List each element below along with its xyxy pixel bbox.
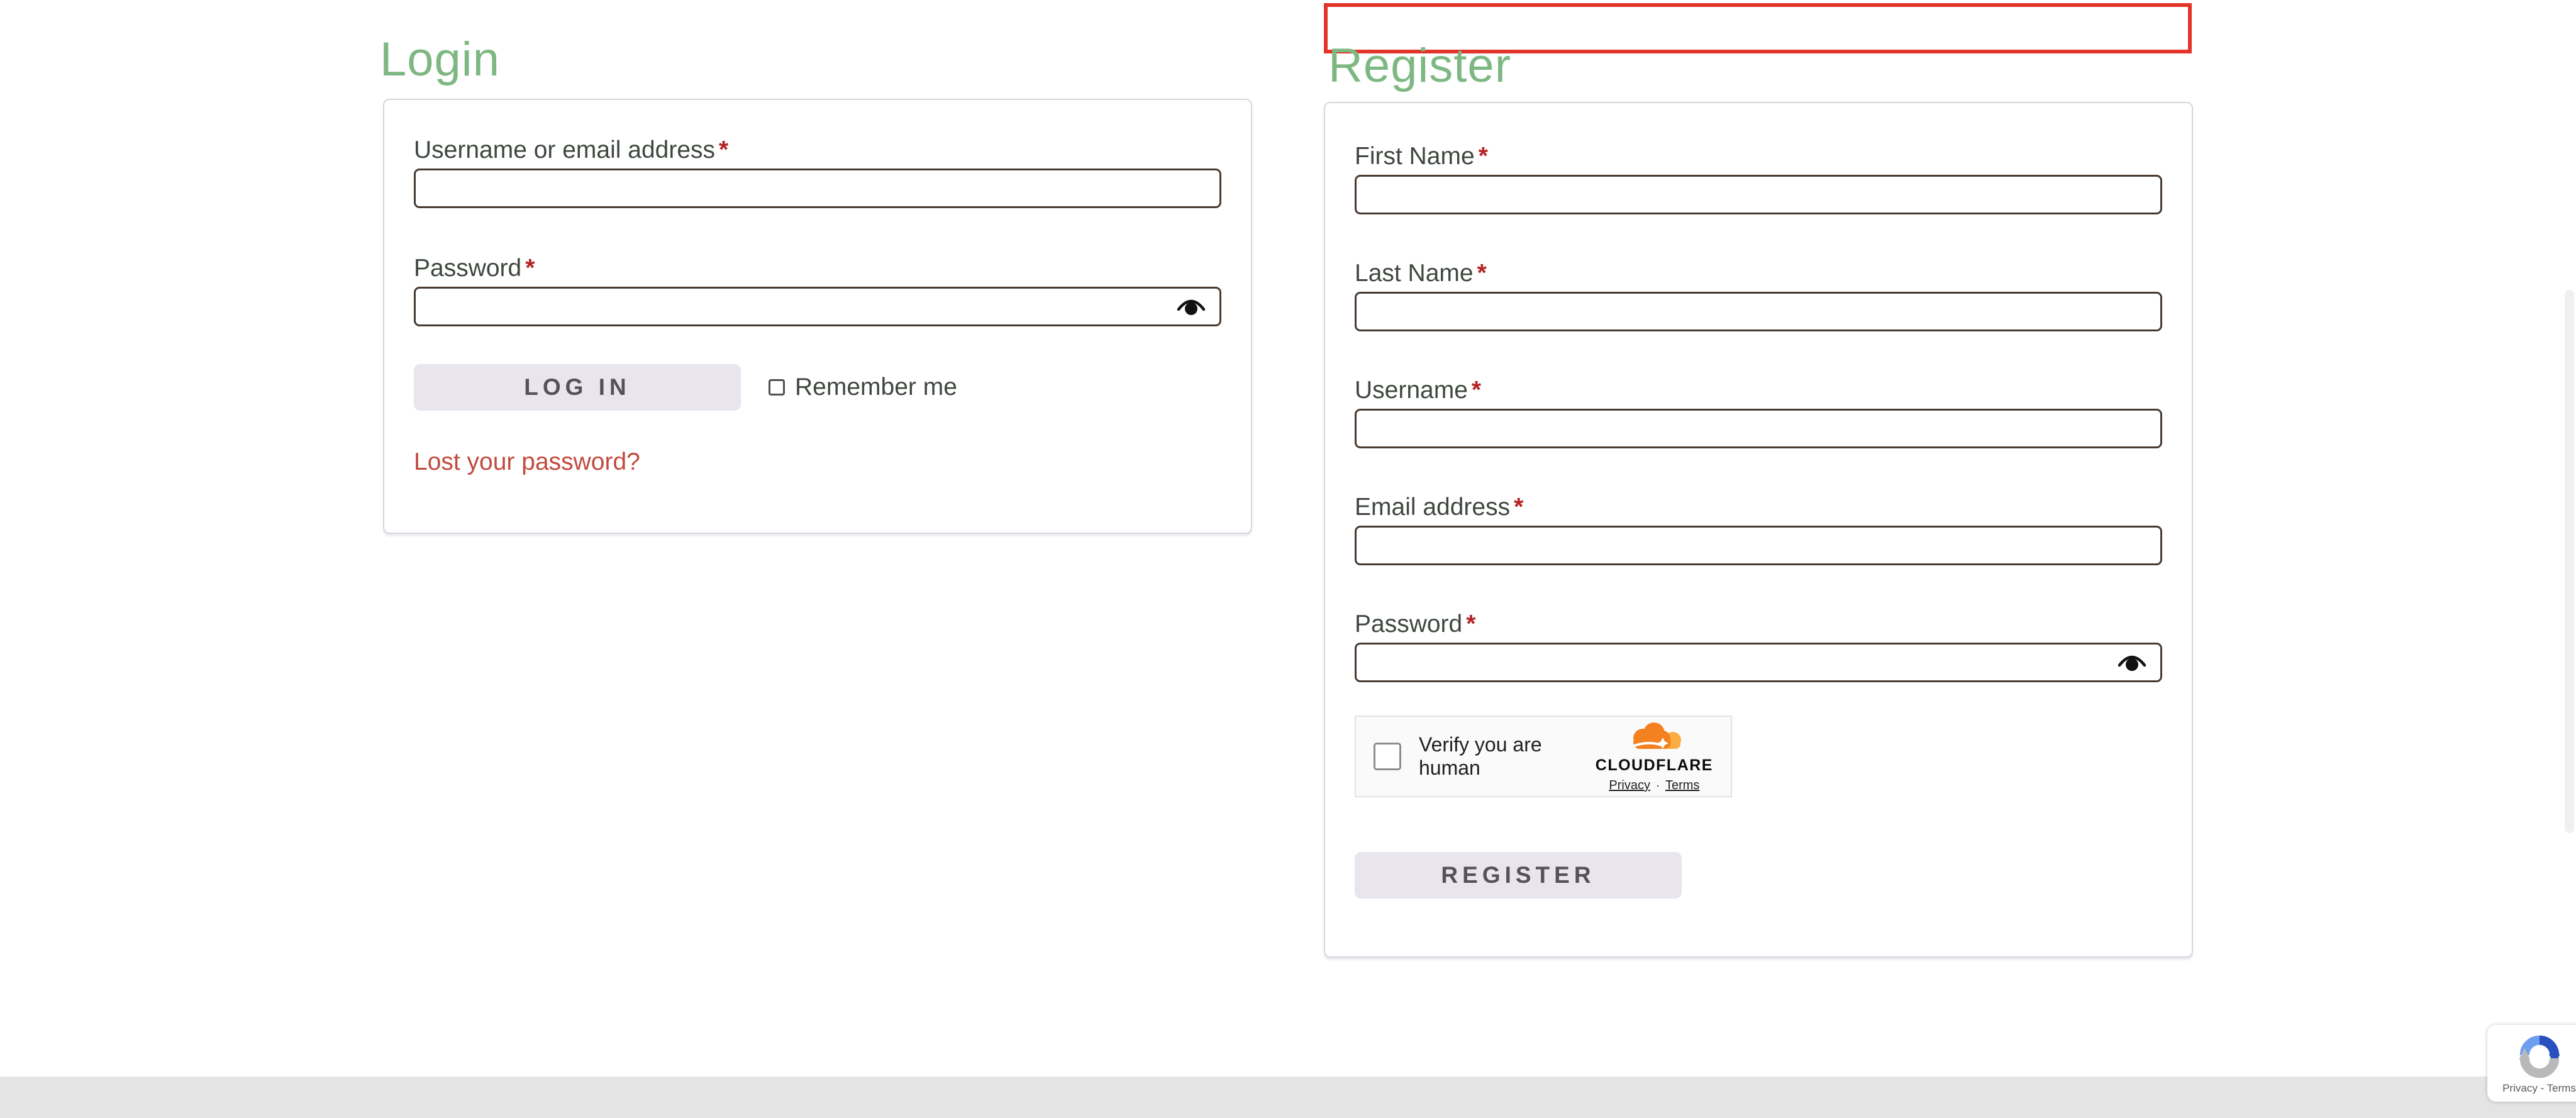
required-marker: * — [719, 136, 729, 163]
eye-icon — [2117, 652, 2147, 673]
login-password-wrapper — [414, 287, 1221, 326]
login-username-label-text: Username or email address — [414, 136, 716, 163]
turnstile-links — [1609, 778, 1699, 793]
register-username-input[interactable] — [1355, 409, 2162, 448]
login-form-card — [383, 99, 1252, 534]
register-first-name-group — [1355, 144, 2162, 214]
register-email-label-text: Email address — [1355, 494, 1511, 521]
register-last-name-label — [1355, 261, 2162, 286]
login-heading: Login — [380, 33, 500, 87]
register-last-name-input[interactable] — [1355, 292, 2162, 331]
required-marker: * — [1514, 494, 1524, 521]
register-password-group — [1355, 612, 2162, 682]
required-marker: * — [1478, 143, 1488, 170]
log-in-button[interactable]: LOG IN — [414, 364, 741, 411]
required-marker: * — [1471, 377, 1482, 404]
cloudflare-brand-block — [1596, 720, 1713, 793]
register-last-name-label-text: Last Name — [1355, 260, 1474, 287]
recaptcha-badge-label: Privacy - Terms — [2502, 1082, 2576, 1094]
register-button[interactable]: REGISTER — [1355, 852, 1682, 899]
login-username-label — [414, 138, 1221, 163]
login-password-input[interactable] — [414, 287, 1221, 326]
recaptcha-icon — [2514, 1030, 2565, 1080]
remember-me-checkbox[interactable] — [769, 379, 785, 396]
eye-icon — [1176, 296, 1206, 318]
register-username-label — [1355, 378, 2162, 403]
required-marker: * — [1466, 611, 1476, 638]
turnstile-label: Verify you are human — [1419, 733, 1542, 779]
login-password-visibility-toggle[interactable] — [1176, 296, 1206, 318]
register-password-wrapper — [1355, 643, 2162, 682]
lost-password-link[interactable]: Lost your password? — [414, 448, 640, 475]
login-actions-row — [414, 364, 1221, 411]
register-heading: Register — [1328, 39, 1511, 93]
turnstile-privacy-link[interactable]: Privacy — [1609, 778, 1650, 792]
remember-me-group — [769, 374, 957, 401]
turnstile-verify-checkbox[interactable] — [1374, 743, 1401, 770]
remember-me-label: Remember me — [795, 374, 957, 401]
register-password-label-text: Password — [1355, 611, 1463, 638]
scrollbar-thumb[interactable] — [2565, 290, 2574, 833]
cloudflare-turnstile-widget — [1355, 716, 1732, 797]
register-email-group — [1355, 495, 2162, 565]
register-username-group — [1355, 378, 2162, 448]
register-username-label-text: Username — [1355, 377, 1468, 404]
login-username-group — [414, 138, 1221, 208]
register-first-name-input[interactable] — [1355, 175, 2162, 214]
register-first-name-label-text: First Name — [1355, 143, 1475, 170]
turnstile-links-separator: · — [1655, 779, 1660, 792]
login-password-label — [414, 256, 1221, 281]
cloudflare-cloud-icon — [1624, 720, 1684, 755]
register-email-label — [1355, 495, 2162, 520]
register-password-input[interactable] — [1355, 643, 2162, 682]
register-password-label — [1355, 612, 2162, 637]
login-password-group — [414, 256, 1221, 326]
required-marker: * — [525, 255, 535, 282]
register-form-card — [1324, 102, 2193, 958]
register-password-visibility-toggle[interactable] — [2117, 652, 2147, 673]
register-first-name-label — [1355, 144, 2162, 169]
recaptcha-badge[interactable] — [2487, 1025, 2576, 1102]
turnstile-terms-link[interactable]: Terms — [1665, 778, 1700, 792]
footer-bar — [0, 1076, 2576, 1118]
cloudflare-wordmark: CLOUDFLARE — [1595, 756, 1713, 774]
required-marker: * — [1477, 260, 1487, 287]
register-last-name-group — [1355, 261, 2162, 331]
register-email-input[interactable] — [1355, 526, 2162, 565]
login-password-label-text: Password — [414, 255, 522, 282]
login-username-input[interactable] — [414, 169, 1221, 208]
